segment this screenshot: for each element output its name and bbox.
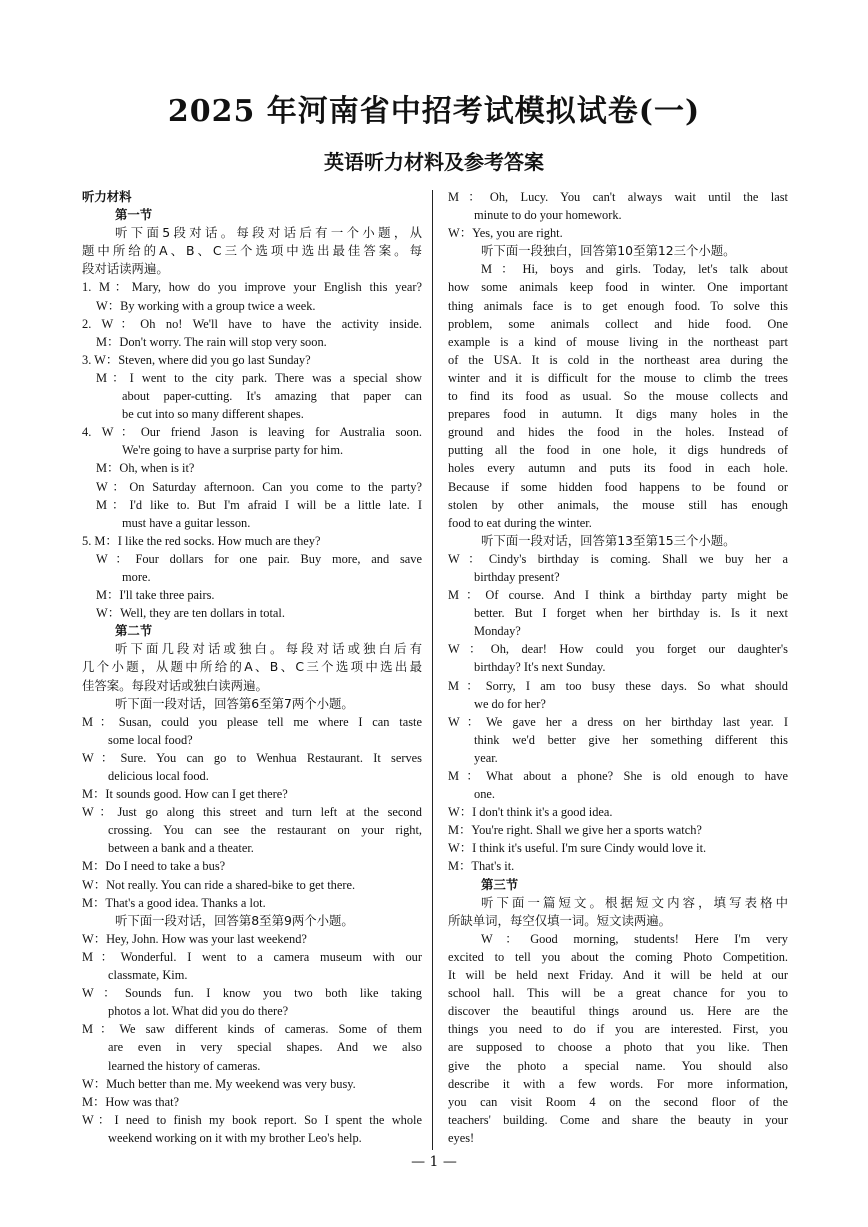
text-line: crossing. You can see the restaurant on your right,: [108, 823, 422, 838]
text-line: Because if some hidden food happens to be found or: [448, 479, 788, 494]
text-line: W：Well, they are ten dollars in total.: [96, 606, 285, 621]
text-line: holes every autumn and puts its food in each hole.: [448, 461, 788, 476]
text-line: M：Hi, boys and girls. Today, let's talk about: [481, 262, 788, 277]
text-line: M：You're right. Shall we give her a sports watch?: [448, 823, 702, 838]
text-line: W：Good morning, students! Here I'm very: [481, 931, 788, 946]
text-line: you can visit Room 4 on the second floor of the: [448, 1094, 788, 1109]
text-line: 听下面5段对话。每段对话后有一个小题，从: [115, 225, 422, 241]
text-line: W：On Saturday afternoon. Can you come to the party?: [96, 479, 422, 494]
text-line: M：Wonderful. I went to a camera museum with our: [82, 949, 422, 964]
text-line: more.: [122, 569, 151, 584]
text-line: W：I don't think it's a good idea.: [448, 805, 613, 820]
text-line: be cut into so many different shapes.: [122, 407, 304, 422]
text-line: W：I need to finish my book report. So I spent the whole: [82, 1112, 422, 1127]
text-line: M：Oh, Lucy. You can't always wait until the last: [448, 190, 788, 204]
text-line: M：I went to the city park. There was a special show: [96, 370, 422, 385]
text-line: M：What about a phone? She is old enough to have: [448, 769, 788, 783]
text-line: classmate, Kim.: [108, 968, 188, 983]
text-line: M：Do I need to take a bus?: [82, 859, 226, 874]
text-line: learned the history of cameras.: [108, 1058, 261, 1073]
text-line: M：Of course. And I think a birthday party might be: [448, 588, 788, 603]
text-line: stolen by other animals, the mouse still has enough: [448, 497, 788, 512]
text-line: some local food?: [108, 732, 193, 747]
text-line: one.: [474, 787, 495, 802]
text-line: how some animals keep food in winter. One important: [448, 280, 788, 295]
text-line: W：Cindy's birthday is coming. Shall we buy her a: [448, 551, 788, 566]
text-line: M：That's it.: [448, 859, 515, 874]
text-line: W：Not really. You can ride a shared-bike to get there.: [82, 877, 356, 892]
text-line: 2. W：Oh no! We'll have to have the activity inside.: [82, 316, 422, 331]
text-line: M：Don't worry. The rain will stop very soon.: [96, 334, 327, 349]
text-line: 佳答案。每段对话或独白读两遍。: [82, 677, 268, 693]
text-line: We're going to have a surprise party for him.: [122, 443, 344, 458]
text-line: problem, some animals collect and hide food. One: [448, 316, 788, 331]
text-line: must have a guitar lesson.: [122, 515, 251, 530]
text-line: about paper-cutting. It's amazing that paper can: [122, 389, 422, 404]
right-column: [448, 188, 788, 1147]
text-line: 听下面一段独白，回答第10至第12三个小题。: [481, 243, 736, 259]
text-line: 题中所给的A、B、C三个选项中选出最佳答案。每: [82, 243, 422, 259]
text-line: teachers' building. Come and share the beauty in your: [448, 1112, 788, 1127]
text-line: M：I'd like to. But I'm afraid I will be a little late. I: [96, 497, 422, 512]
text-line: birthday present?: [474, 569, 560, 584]
text-line: think we'd better give her something different this: [474, 732, 788, 747]
text-line: we do for her?: [474, 696, 546, 711]
text-line: food to eat during the winter.: [448, 515, 592, 530]
text-line: 几个小题，从题中所给的A、B、C三个选项中选出最: [82, 659, 422, 675]
text-line: excited to tell you about the coming Photo Competition.: [448, 949, 788, 964]
text-line: M：I'll take three pairs.: [96, 588, 215, 603]
text-line: M：It sounds good. How can I get there?: [82, 787, 288, 802]
text-line: eyes!: [448, 1130, 475, 1145]
text-line: prepares food in autumn. It digs many holes in the: [448, 407, 788, 422]
text-line: 听下面几段对话或独白。每段对话或独白后有: [115, 641, 422, 657]
text-line: of the USA. It is cold in the northeast area during the: [448, 352, 788, 367]
text-line: W：I think it's useful. I'm sure Cindy would love it.: [448, 841, 707, 856]
text-line: photos a lot. What did you do there?: [108, 1004, 289, 1019]
column-divider: [432, 190, 433, 1150]
text-line: W：Four dollars for one pair. Buy more, and save: [96, 551, 422, 566]
section-heading: 听力材料: [82, 189, 132, 204]
text-line: give the photo a special name. You should also: [448, 1058, 788, 1073]
text-line: 1. M：Mary, how do you improve your English this year?: [82, 280, 422, 295]
text-line: between a bank and a theater.: [108, 841, 254, 856]
page-title: 2025 年河南省中招考试模拟试卷(一): [167, 94, 701, 129]
text-line: ground and hides the food in the holes. Instead of: [448, 425, 788, 440]
text-line: 听下面一段对话，回答第13至第15三个小题。: [481, 532, 736, 548]
text-line: M：Sorry, I am too busy these days. So what should: [448, 678, 788, 693]
text-line: W：Oh, dear! How could you forget our daughter's: [448, 642, 788, 657]
text-line: W：Sounds fun. I know you two both like taking: [82, 986, 422, 1001]
text-line: Monday?: [474, 624, 521, 639]
text-line: W：Sure. You can go to Wenhua Restaurant. It serves: [82, 750, 422, 765]
text-line: describe it with a few words. For more information,: [448, 1076, 788, 1091]
text-line: year.: [474, 750, 498, 765]
text-line: 听下面一段对话，回答第8至第9两个小题。: [115, 912, 354, 928]
text-line: W：Just go along this street and turn left at the second: [82, 805, 422, 820]
text-line: 段对话读两遍。: [82, 261, 169, 277]
text-line: M：How was that?: [82, 1094, 180, 1109]
text-line: better. But I forget when her birthday is. Is it next: [474, 606, 788, 621]
text-line: M：That's a good idea. Thanks a lot.: [82, 895, 266, 910]
text-line: example is a kind of mouse living in the northeast part: [448, 334, 788, 349]
text-line: 4. W：Our friend Jason is leaving for Australia soon.: [82, 425, 422, 440]
text-line: to find its food as usual. So the mouse collects and: [448, 389, 788, 404]
text-line: are even in very special shapes. And we also: [108, 1040, 422, 1055]
left-column: [82, 188, 422, 1147]
page-number: — 1 —: [411, 1154, 457, 1170]
text-line: 所缺单词，每空仅填一词。短文读两遍。: [448, 912, 672, 928]
text-line: M：Susan, could you please tell me where I can taste: [82, 714, 422, 729]
text-line: 听下面一篇短文。根据短文内容，填写表格中: [481, 894, 788, 910]
text-line: winter and it is difficult for the mouse to climb the trees: [448, 370, 788, 385]
text-line: W：Yes, you are right.: [448, 226, 563, 241]
text-line: W：Much better than me. My weekend was very busy.: [82, 1076, 356, 1091]
text-line: 听下面一段对话，回答第6至第7两个小题。: [115, 695, 354, 711]
text-line: 5. M：I like the red socks. How much are they?: [82, 533, 321, 548]
section-title: 第一节: [115, 207, 153, 223]
text-line: are supposed to choose a photo that you like. Then: [448, 1040, 788, 1055]
text-line: M：Oh, when is it?: [96, 461, 195, 476]
text-line: things you need to do if you are interested. First, you: [448, 1022, 788, 1037]
text-line: M：We saw different kinds of cameras. Some of them: [82, 1022, 422, 1037]
text-line: school hall. This will be a great chance for you to: [448, 986, 788, 1001]
text-line: W：By working with a group twice a week.: [96, 298, 316, 313]
text-line: weekend working on it with my brother Leo's help.: [108, 1130, 362, 1145]
text-line: minute to do your homework.: [474, 208, 622, 223]
text-line: putting all the food in one hole, it digs hundreds of: [448, 443, 788, 458]
text-line: 3. W：Steven, where did you go last Sunday?: [82, 352, 311, 367]
section-title: 第二节: [115, 623, 153, 639]
text-line: W：Hey, John. How was your last weekend?: [82, 931, 307, 946]
text-line: W：We gave her a dress on her birthday last year. I: [448, 714, 788, 729]
text-line: It will be held next Friday. And it will be held at our: [448, 968, 788, 983]
text-line: delicious local food.: [108, 769, 209, 783]
text-line: thing animals face is to get enough food. To solve this: [448, 298, 788, 313]
text-line: discover the beautiful things around us. Here are the: [448, 1004, 788, 1019]
text-line: birthday? It's next Sunday.: [474, 660, 606, 675]
page-subtitle: 英语听力材料及参考答案: [324, 150, 544, 174]
section-title: 第三节: [481, 876, 519, 892]
